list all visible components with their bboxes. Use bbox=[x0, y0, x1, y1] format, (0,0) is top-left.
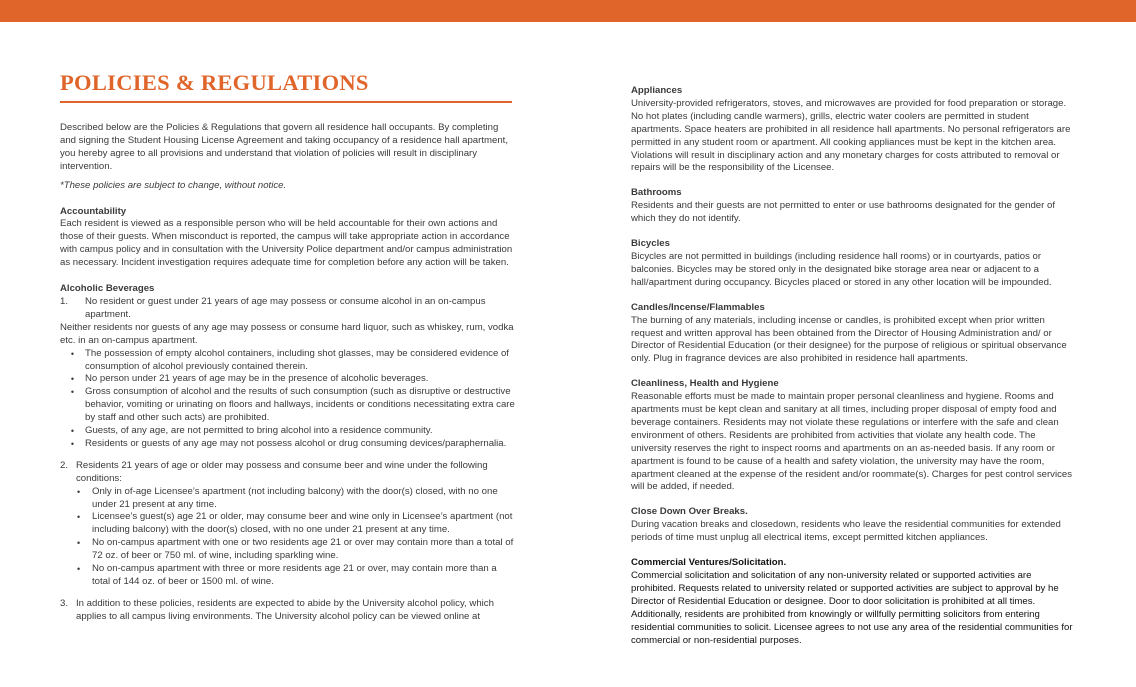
section-commercial bbox=[631, 557, 1077, 647]
section-closedown bbox=[631, 506, 1077, 545]
bullet-icon: • bbox=[77, 564, 81, 575]
change-notice: *These policies are subject to change, without notice. bbox=[60, 179, 287, 191]
section-title-commercial: Commercial Ventures/Solicitation. bbox=[631, 557, 787, 569]
list-text: No on-campus apartment with three or more residents age 21 or over, may contain more than a total of 144 oz. of beer or 1500 ml. of wine. bbox=[92, 563, 497, 587]
section-body-accountability: Each resident is viewed as a responsible person who will be held accountable for their own actions and those of their guests. When misconduct is reported, the campus will take appropriate action in accordance with campus policy and in consultation with the University Police department and/or campus administration as necessary. Incident investigation requires adequate time for completion before any action will be taken. bbox=[60, 218, 513, 269]
section-body-candles: The burning of any materials, including incense or candles, is prohibited except when prior written request and written approval has been obtained from the Director of Housing Administration and/ or Director of Residential Education (or their designee) for the purpose of religious or spiritual observance only. Plug in fragrance devices are also prohibited in residence hall apartments. bbox=[631, 314, 1067, 365]
top-accent-bar bbox=[0, 0, 1136, 22]
bullet-icon: • bbox=[70, 426, 75, 437]
section-body-cleanliness: Reasonable efforts must be made to maintain proper personal cleanliness and hygiene. Rooms and apartments must be kept clean and sanitary at all times, including proper disposal of empty food and beverage containers. Residents may not violate these regulations or interfere with the safe and clean environment of others. Residents are prohibited from activities that violate any health code. The university reserves the right to inspect rooms and apartments on an as-needed basis. If any room or apartment is found to be cause of a health and safety violation, the university may have the room, apartment cleaned at the expense of the resident and/or roommate(s). Charges for pest control services will be added, if needed. bbox=[631, 391, 1073, 493]
section-appliances bbox=[631, 85, 1077, 175]
section-bathrooms bbox=[631, 187, 1077, 226]
section-body-closedown: During vacation breaks and closedown, residents who leave the residential communities for extended periods of time must unplug all electrical items, except permitted kitchen appliances. bbox=[631, 519, 1061, 544]
alcohol-item-2 bbox=[60, 460, 516, 486]
section-body-bathrooms: Residents and their guests are not permitted to enter or use bathrooms designated for the gender of which they do not identify. bbox=[631, 200, 1055, 225]
section-body-appliances: University-provided refrigerators, stoves, and microwaves are provided for food preparation or storage. No hot plates (including candle warmers), grills, electric water coolers are permitted in student apartments. Space heaters are prohibited in all residence hall apartments. No personal refrigerators are permitted in any student room or apartment. All cooking appliances must be kept in the kitchen area. Violations will result in disciplinary action and any monetary charges for costs attributed to removal or repairs will be the responsibility of the Licensee. bbox=[631, 97, 1071, 174]
list-text: The possession of empty alcohol containers, including shot glasses, may be considered evidence of consumption of alcohol previously contained therein. bbox=[85, 347, 509, 372]
section-title-candles: Candles/Incense/Flammables bbox=[631, 301, 765, 313]
list-text: No person under 21 years of age may be in the presence of alcoholic beverages. bbox=[85, 373, 429, 385]
title-rule bbox=[60, 101, 512, 103]
list-item bbox=[60, 373, 516, 386]
bullet-icon: • bbox=[77, 512, 81, 523]
list-item bbox=[60, 425, 516, 438]
list-item bbox=[60, 348, 516, 374]
section-body-commercial: Commercial solicitation and solicitation of any non-university related or supported activities are prohibited. Requests related to university related or supported activities are subject to approval by he Director of Residential Education or designee. Door to door solicitation is prohibited at all times. Additionally, residents are prohibited from knowingly or willfully permitting solicitors from entering residential communities to solicit. Licensee agrees to not use any area of the residential communities for commercial or non-residential purposes. bbox=[631, 570, 1073, 646]
list-item bbox=[75, 537, 516, 563]
section-title-bathrooms: Bathrooms bbox=[631, 187, 682, 199]
alcohol-item-1-continued: Neither residents nor guests of any age may possess or consume hard liquor, such as whiskey, rum, vodka etc. in an on-campus apartment. bbox=[60, 321, 514, 346]
bullet-icon: • bbox=[70, 387, 75, 398]
section-title-closedown: Close Down Over Breaks. bbox=[631, 506, 748, 518]
bullet-icon: • bbox=[77, 538, 81, 549]
bullet-icon: • bbox=[70, 374, 75, 385]
section-title-cleanliness: Cleanliness, Health and Hygiene bbox=[631, 378, 779, 390]
list-number: 3. bbox=[60, 597, 69, 609]
section-title-accountability: Accountability bbox=[60, 205, 127, 217]
bullet-icon: • bbox=[70, 348, 75, 359]
list-number: 2. bbox=[60, 459, 69, 471]
section-bicycles bbox=[631, 238, 1077, 290]
page-title: POLICIES & REGULATIONS bbox=[60, 70, 369, 95]
list-text: Only in of-age Licensee’s apartment (not including balcony) with the door(s) closed, with no one under 21 present at any time. bbox=[92, 485, 498, 510]
section-candles bbox=[631, 302, 1077, 367]
list-item bbox=[60, 386, 516, 425]
alcohol-item-3 bbox=[60, 598, 516, 624]
alcohol-item-1 bbox=[60, 296, 516, 322]
bullet-icon: • bbox=[70, 438, 75, 449]
list-text: Residents 21 years of age or older may possess and consume beer and wine under the following conditions: bbox=[76, 459, 488, 484]
section-title-appliances: Appliances bbox=[631, 85, 683, 96]
left-column bbox=[60, 70, 516, 624]
list-text: No on-campus apartment with one or two residents age 21 or over may contain more than a total of 72 oz. of beer or 750 ml. of wine, including sparkling wine. bbox=[92, 537, 514, 562]
section-title-bicycles: Bicycles bbox=[631, 238, 670, 250]
list-text: Guests, of any age, are not permitted to bring alcohol into a residence community. bbox=[85, 425, 433, 437]
section-title-alcohol: Alcoholic Beverages bbox=[60, 283, 155, 295]
list-item bbox=[75, 563, 516, 589]
intro-paragraph: Described below are the Policies & Regulations that govern all residence hall occupants. By completing and signing the Student Housing License Agreement and taking occupancy of a residence hall apartment, you hereby agree to all provisions and understand that violation of policies will result in disciplinary intervention. bbox=[60, 122, 509, 172]
list-text: No resident or guest under 21 years of age may possess or consume alcohol in an on-campus apartment. bbox=[85, 295, 486, 320]
list-number: 1. bbox=[60, 295, 69, 307]
list-item bbox=[60, 438, 516, 451]
section-body-bicycles: Bicycles are not permitted in buildings (including residence hall rooms) or in courtyards, patios or balconies. Bicycles may be stored only in the designated bike storage area near or adjacent to a hall/apartment during occupancy. Bicycles placed or stored in any other location will be impounded. bbox=[631, 250, 1052, 288]
list-text: Gross consumption of alcohol and the results of such consumption (such as disruptive or destructive behavior, vomiting or urinating on floors and hallways, incidents or conditions necessitating extra care by staff and other such acts) are prohibited. bbox=[85, 386, 515, 424]
list-text: Residents or guests of any age may not possess alcohol or drug consuming devices/paraphernalia. bbox=[85, 437, 507, 449]
section-cleanliness bbox=[631, 378, 1077, 494]
bullet-icon: • bbox=[77, 486, 81, 497]
list-text: In addition to these policies, residents are expected to abide by the University alcohol policy, which applies to all campus living environments. The University alcohol policy can be viewed online at bbox=[76, 597, 494, 622]
list-item bbox=[75, 486, 516, 512]
list-item bbox=[75, 511, 516, 537]
list-text: Licensee’s guest(s) age 21 or older, may consume beer and wine only in Licensee’s apartment (not including balcony) with the door(s) closed, with no one under 21 present at any time. bbox=[92, 511, 513, 536]
alcohol-sub-bullet-list bbox=[60, 486, 516, 589]
right-column bbox=[631, 85, 1077, 659]
alcohol-bullet-list bbox=[60, 348, 516, 451]
